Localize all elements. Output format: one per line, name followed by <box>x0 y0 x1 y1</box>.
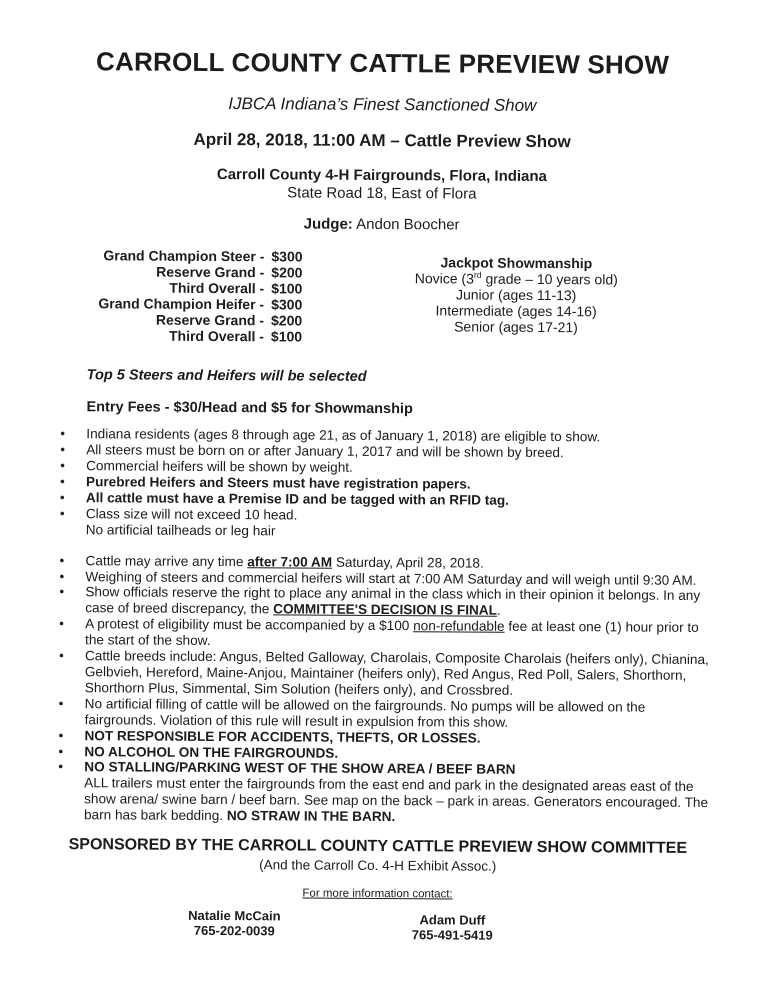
contact-heading: For more information contact: <box>302 887 453 901</box>
judge-name: Andon Boocher <box>352 216 460 234</box>
prize-amount: $300 <box>271 296 303 313</box>
rule-text-segment: fee at least one (1) hour prior to the start of the show. <box>85 619 699 649</box>
event-date-line: April 28, 2018, 11:00 AM – Cattle Preview Show <box>193 130 571 152</box>
judge-label: Judge: <box>303 215 353 234</box>
prize-label: Grand Champion Heifer - <box>98 295 265 313</box>
rule-text: Commercial heifers will be shown by weight. <box>86 458 353 475</box>
prize-row <box>49 263 319 281</box>
list-item <box>47 696 711 732</box>
prize-label: Reserve Grand - <box>156 263 265 281</box>
address-line: State Road 18, East of Flora <box>287 184 477 203</box>
showmanship-level-senior: Senior (ages 17-21) <box>454 318 578 336</box>
prize-amount: $100 <box>270 328 303 345</box>
showmanship-level-junior: Junior (ages 11-13) <box>455 286 577 304</box>
novice-text: Novice (3 <box>414 270 474 287</box>
rule-line: Class size will not exceed 10 head. <box>85 506 298 523</box>
rule-text-segment: Cattle may arrive any time <box>85 552 248 569</box>
rule-text: Purebred Heifers and Steers must have registration papers. <box>85 474 471 492</box>
bullet-icon: • <box>60 442 66 458</box>
rule-text-segment: ALL trailers must enter the fairgrounds from the east end and park in the designated areas east of the show arena/ swine barn / beef barn. See map on the back – park in areas. Generators encouraged. The barn has bark bedding. <box>83 775 709 824</box>
prize-amount: $200 <box>270 312 303 329</box>
showmanship-level-intermediate: Intermediate (ages 14-16) <box>435 302 597 320</box>
rule-text: Cattle breeds include: Angus, Belted Galloway, Charolais, Composite Charolais (heifers only), Chianina, Gelbvieh, Hereford, Maine-Anjou, Maintainer (heifers only), Red Angus, Red Poll, Salers, Shorthorn, Shorthorn Plus, Simmental, Sim Solution (heifers only), and Crossbred. <box>84 648 709 698</box>
contact-name: Natalie McCain <box>188 907 281 924</box>
prize-row <box>49 327 319 345</box>
bullet-icon: • <box>58 648 64 664</box>
prize-row <box>49 311 319 329</box>
contact-card <box>362 912 542 943</box>
bullet-icon: • <box>58 695 64 711</box>
bullet-icon: • <box>59 489 65 505</box>
prize-amount: $100 <box>271 280 303 297</box>
novice-ordinal: rd <box>473 270 482 281</box>
venue-line: Carroll County 4-H Fairgrounds, Flora, Indiana <box>216 166 547 186</box>
rule-text-segment: . <box>496 603 501 619</box>
rule-text <box>85 616 711 652</box>
rule-text-emphasis: after 7:00 AM <box>247 553 333 570</box>
bullet-icon: • <box>59 474 65 490</box>
bullet-icon: • <box>58 759 64 775</box>
rule-body <box>84 776 710 828</box>
rule-text-emphasis: NO STRAW IN THE BARN. <box>226 808 396 825</box>
rule-text: All steers must be born on or after January 1, 2017 and will be shown by breed. <box>86 442 564 461</box>
rule-text <box>84 760 710 827</box>
flyer-subtitle: IJBCA Indiana’s Finest Sanctioned Show <box>228 94 537 116</box>
bullet-icon: • <box>58 727 64 743</box>
prize-row <box>49 279 319 297</box>
list-item <box>46 759 710 827</box>
bullet-icon: • <box>59 505 65 521</box>
rule-text-segment: Show officials reserve the right to place any animal in the class which in their opinion it belongs. In any case of breed discrepancy, the <box>85 584 701 617</box>
bullet-icon: • <box>60 426 66 442</box>
rule-text: NO ALCOHOL ON THE FAIRGROUNDS. <box>84 743 339 761</box>
rule-text: All cattle must have a Premise ID and be tagged with an RFID tag. <box>85 490 510 508</box>
showmanship-title: Jackpot Showmanship <box>440 254 593 272</box>
flyer-title: CARROLL COUNTY CATTLE PREVIEW SHOW <box>96 46 670 80</box>
contact-phone: 765-491-5419 <box>411 927 493 943</box>
sponsor-line: SPONSORED BY THE CARROLL COUNTY CATTLE PREVIEW SHOW COMMITTEE <box>68 836 688 857</box>
bullet-icon: • <box>59 568 65 584</box>
rule-heading: NO STALLING/PARKING WEST OF THE SHOW AREA / BEEF BARN <box>84 759 516 778</box>
prize-label: Third Overall - <box>169 280 265 297</box>
contact-card <box>144 908 324 939</box>
entry-fees-line: Entry Fees - $30/Head and $5 for Showmanship <box>86 399 413 418</box>
top5-note: Top 5 Steers and Heifers will be selected <box>86 367 367 386</box>
rule-text <box>85 585 711 621</box>
bullet-icon: • <box>59 584 65 600</box>
bullet-icon: • <box>59 552 65 568</box>
rule-text-segment: Saturday, April 28, 2018. <box>332 554 484 571</box>
rule-text-emphasis: COMMITTEE'S DECISION IS FINAL <box>273 601 497 619</box>
rule-text-underline: non-refundable <box>413 618 505 635</box>
prize-row <box>49 295 319 313</box>
prizes-and-showmanship <box>1 247 760 348</box>
contact-section <box>0 907 757 968</box>
list-item <box>47 616 711 652</box>
prize-amount: $300 <box>271 248 303 265</box>
list-item <box>47 648 711 700</box>
sponsor-subline: (And the Carroll Co. 4-H Exhibit Assoc.) <box>259 857 497 874</box>
prize-list <box>49 247 320 345</box>
novice-text-2: grade – 10 years old) <box>481 270 618 288</box>
bullet-icon: • <box>60 458 65 474</box>
contact-phone: 765-202-0039 <box>193 922 275 939</box>
rules-list-eligibility <box>48 426 713 541</box>
rules-list-showday <box>46 553 712 827</box>
prize-label: Third Overall - <box>168 328 264 345</box>
rule-text-segment: A protest of eligibility must be accompanied by a $100 <box>85 616 414 634</box>
prize-row <box>49 247 319 265</box>
list-item <box>47 584 711 620</box>
rule-line: No artificial tailheads or leg hair <box>85 521 276 539</box>
list-item <box>48 506 712 542</box>
showmanship-panel <box>319 249 714 347</box>
rule-text: NOT RESPONSIBLE FOR ACCIDENTS, THEFTS, OR LOSSES. <box>84 727 481 746</box>
bullet-icon: • <box>59 616 64 632</box>
contact-name: Adam Duff <box>419 912 486 928</box>
judge-line <box>2 214 760 236</box>
bullet-icon: • <box>58 743 64 759</box>
rule-text: Weighing of steers and commercial heifers will start at 7:00 AM Saturday and will weigh until 9:30 AM. <box>85 568 697 588</box>
prize-label: Reserve Grand - <box>155 311 265 329</box>
rule-text <box>86 506 712 542</box>
prize-label: Grand Champion Steer - <box>103 247 265 265</box>
rule-text: Indiana residents (ages 8 through age 21, as of January 1, 2018) are eligible to show. <box>86 426 601 445</box>
prize-amount: $200 <box>271 264 303 281</box>
rule-text: No artificial filling of cattle will be allowed on the fairgrounds. No pumps will be allowed on the fairgrounds. Violation of this rule will result in expulsion from this show. <box>84 695 646 730</box>
